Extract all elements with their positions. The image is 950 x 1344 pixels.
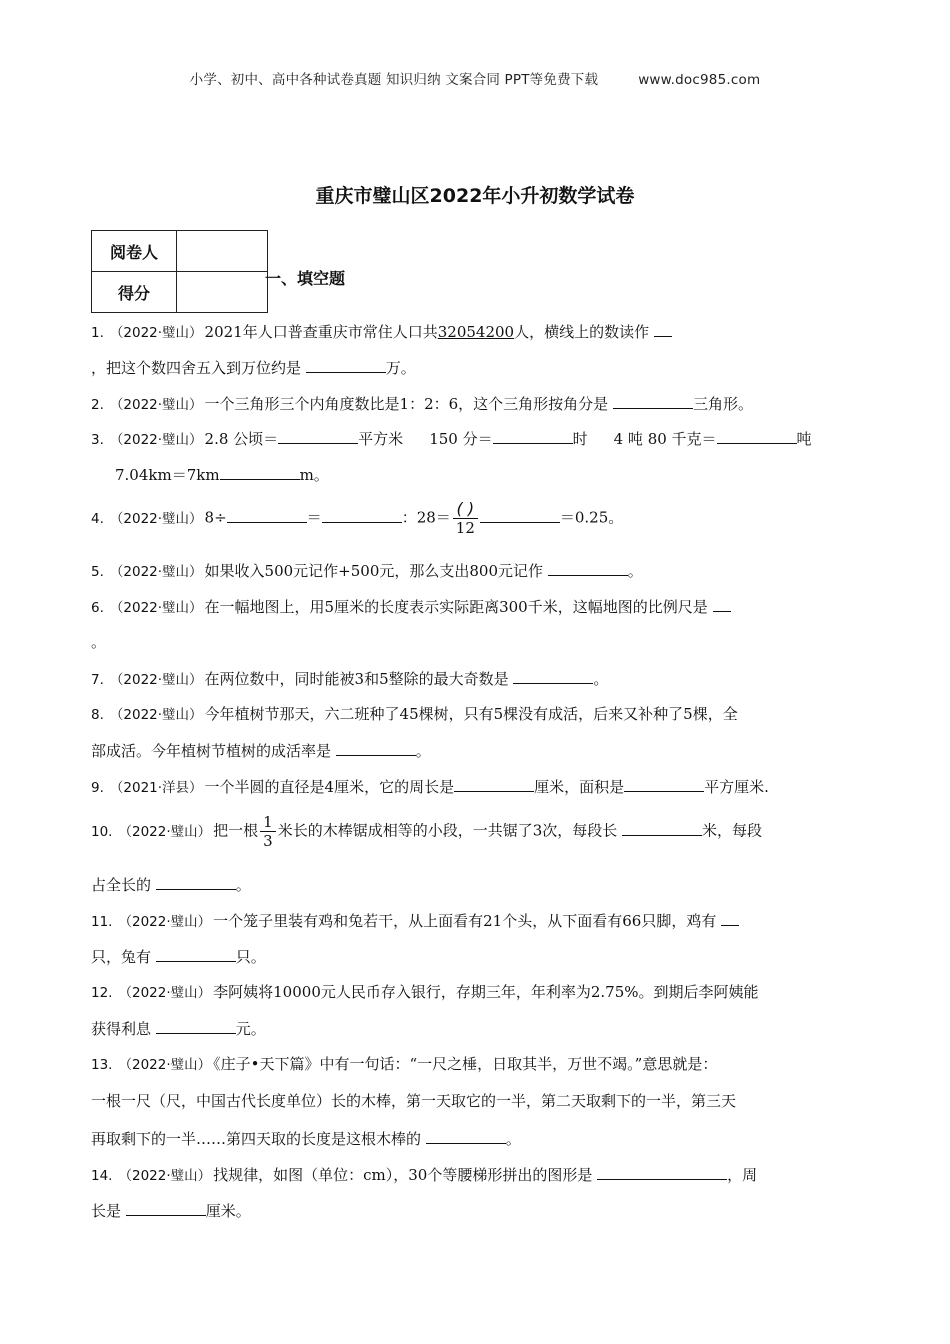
answer-blank[interactable] bbox=[548, 560, 628, 576]
question-11-cont: 只，兔有 只。 bbox=[91, 948, 266, 966]
answer-blank[interactable] bbox=[227, 507, 307, 523]
answer-blank[interactable] bbox=[713, 596, 731, 612]
answer-blank[interactable] bbox=[322, 507, 402, 523]
answer-blank[interactable] bbox=[156, 874, 236, 890]
question-source: （2022·璧山） bbox=[109, 325, 203, 341]
question-13-cont2: 再取剩下的一半……第四天取的长度是这根木棒的 。 bbox=[91, 1130, 521, 1148]
page-header bbox=[0, 68, 950, 88]
header-banner-text: 小学、初中、高中各种试卷真题 知识归纳 文案合同 PPT等免费下载 bbox=[189, 72, 599, 88]
question-7: 7. （2022·璧山） 在两位数中，同时能被3和5整除的最大奇数是 。 bbox=[91, 670, 609, 688]
answer-blank[interactable] bbox=[156, 1018, 236, 1034]
fraction: $\frac{1}{3}$ bbox=[260, 813, 276, 850]
question-10-cont: 占全长的 。 bbox=[91, 876, 251, 894]
answer-blank[interactable] bbox=[278, 428, 358, 444]
answer-blank[interactable] bbox=[597, 1164, 727, 1180]
question-12-cont: 获得利息 元。 bbox=[91, 1020, 266, 1038]
question-13: 13. （2022·璧山） 《庄子•天下篇》中有一句话：“一尺之棰，日取其半，万世不竭。”意思就是： bbox=[91, 1055, 718, 1073]
question-1-cont: ，把这个数四舍五入到万位约是 万。 bbox=[91, 359, 416, 377]
question-3-cont: 7.04km＝7km m。 bbox=[115, 466, 329, 484]
score-label: 得分 bbox=[92, 272, 177, 313]
question-11: 11. （2022·璧山） 一个笼子里装有鸡和兔若干，从上面看有21个头，从下面看有66只脚，鸡有 bbox=[91, 910, 739, 932]
answer-blank[interactable] bbox=[613, 393, 693, 409]
answer-blank[interactable] bbox=[493, 428, 573, 444]
question-3: 3. （2022·璧山） 2.8 公顷＝ 平方米 150 分＝ 时 4 吨 80 千克＝ 吨 bbox=[91, 430, 812, 448]
question-number: 1. bbox=[91, 325, 104, 341]
answer-blank[interactable] bbox=[454, 776, 534, 792]
question-13-cont: 一根一尺（尺，中国古代长度单位）长的木棒，第一天取它的一半，第二天取剩下的一半，第三天 bbox=[91, 1092, 737, 1110]
question-12: 12. （2022·璧山） 李阿姨将10000元人民币存入银行，存期三年，年利率为2.75%。到期后李阿姨能 bbox=[91, 983, 759, 1001]
fraction: $\frac{( )}{12}$ bbox=[453, 500, 478, 537]
question-14: 14. （2022·璧山） 找规律，如图（单位：cm），30个等腰梯形拼出的图形是 ，周 bbox=[91, 1166, 758, 1184]
question-2: 2. （2022·璧山） 一个三角形三个内角度数比是1：2：6，这个三角形按角分是 三角形。 bbox=[91, 395, 753, 413]
answer-blank[interactable] bbox=[126, 1200, 206, 1216]
answer-blank[interactable] bbox=[622, 820, 702, 836]
question-6: 6. （2022·璧山） 在一幅地图上，用5厘米的长度表示实际距离300千米，这幅地图的比例尺是 bbox=[91, 596, 731, 618]
reviewer-cell bbox=[177, 231, 268, 272]
score-cell bbox=[177, 272, 268, 313]
question-4: 4. （2022·璧山） 8÷ ＝ ：28＝ $\frac{( )}{12}$ ＝0.25。 bbox=[91, 499, 624, 537]
answer-blank[interactable] bbox=[717, 428, 797, 444]
header-site-link[interactable]: www.doc985.com bbox=[638, 72, 761, 88]
answer-blank[interactable] bbox=[336, 740, 416, 756]
question-5: 5. （2022·璧山） 如果收入500元记作+500元，那么支出800元记作 。 bbox=[91, 562, 643, 580]
question-10: 10. （2022·璧山） 把一根 $\frac{1}{3}$ 米长的木棒锯成相等的小段，一共锯了3次，每段长 米，每段 bbox=[91, 813, 763, 850]
question-1: 1. （2022·璧山） 2021年人口普查重庆市常住人口共32054200人，横线上的数读作 bbox=[91, 321, 672, 343]
reviewer-label: 阅卷人 bbox=[92, 231, 177, 272]
answer-blank[interactable] bbox=[220, 464, 300, 480]
answer-blank[interactable] bbox=[624, 776, 704, 792]
answer-blank[interactable] bbox=[480, 507, 560, 523]
answer-blank[interactable] bbox=[426, 1128, 506, 1144]
question-14-cont: 长是 厘米。 bbox=[91, 1202, 251, 1220]
score-table bbox=[91, 230, 268, 313]
question-9: 9. （2021·洋县） 一个半圆的直径是4厘米，它的周长是 厘米，面积是 平方厘米. bbox=[91, 778, 769, 796]
answer-blank[interactable] bbox=[721, 910, 739, 926]
underlined-number: 32054200 bbox=[437, 323, 515, 341]
answer-blank[interactable] bbox=[156, 946, 236, 962]
answer-blank[interactable] bbox=[513, 668, 593, 684]
answer-blank[interactable] bbox=[654, 321, 672, 337]
question-8-cont: 部成活。今年植树节植树的成活率是 。 bbox=[91, 742, 431, 760]
question-8: 8. （2022·璧山） 今年植树节那天，六二班种了45棵树，只有5棵没有成活，后来又补种了5棵，全 bbox=[91, 705, 738, 723]
answer-blank[interactable] bbox=[306, 357, 386, 373]
section-title: 一、填空题 bbox=[265, 269, 346, 288]
page-title: 重庆市璧山区2022年小升初数学试卷 bbox=[315, 185, 635, 207]
question-6-cont: 。 bbox=[91, 633, 107, 651]
